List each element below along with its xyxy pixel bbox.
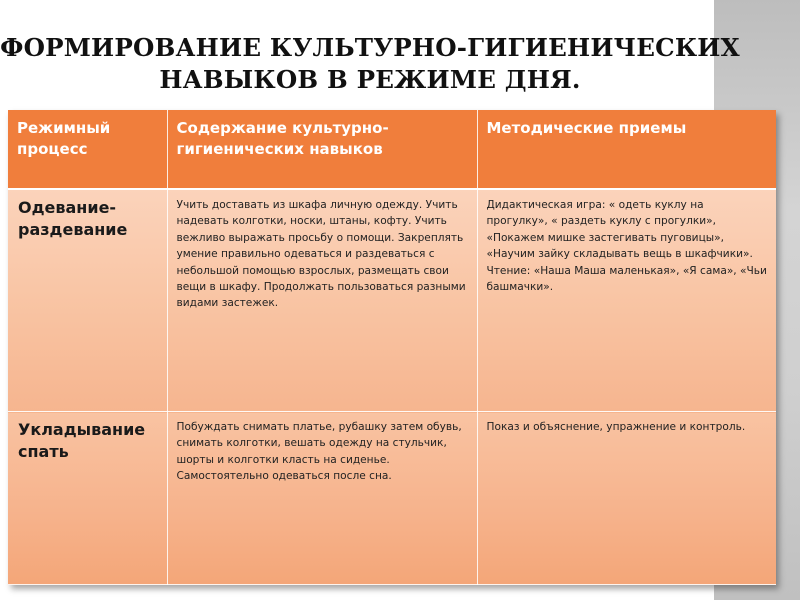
process-cell [8, 189, 167, 412]
content-cell [167, 412, 477, 585]
content-text: Побуждать снимать платье, рубашку затем обувь, снимать колготки, вешать одежду на стульчик, шорты и колготки класть на сиденье. Самостоятельно одеваться после сна. [176, 421, 462, 483]
process-name: Одевание-раздевание [18, 198, 128, 239]
process-cell [8, 412, 167, 585]
header-methods-label: Методические приемы [486, 119, 687, 137]
process-name: Укладывание спать [18, 420, 146, 461]
header-content-label: Содержание культурно-гигиенических навыков [176, 119, 389, 158]
methods-cell [477, 412, 776, 585]
slide-title-line-1: ФОРМИРОВАНИЕ КУЛЬТУРНО-ГИГИЕНИЧЕСКИХ [0, 33, 740, 63]
hygiene-skills-table [8, 110, 776, 585]
slide-title-line-2: НАВЫКОВ В РЕЖИМЕ ДНЯ. [159, 65, 581, 95]
table-row [8, 189, 776, 412]
methods-cell [477, 189, 776, 412]
header-cell-process [8, 110, 167, 189]
header-process-label: Режимный процесс [17, 119, 111, 158]
content-cell [167, 189, 477, 412]
table-header-row [8, 110, 776, 189]
methods-text: Показ и объяснение, упражнение и контроль. [486, 421, 746, 433]
methods-text: Дидактическая игра: « одеть куклу на прогулку», « раздеть куклу с прогулки», «Покажем мишке застегивать пуговицы», «Научим зайку складывать вещь в шкафчики». Чтение: «Наша Маша маленькая», «Я сама», «Чьи башмачки». [486, 199, 767, 294]
slide-title [0, 32, 740, 96]
content-text: Учить доставать из шкафа личную одежду. Учить надевать колготки, носки, штаны, кофту. Учить вежливо выражать просьбу о помощи. Закреплять умение правильно одеваться и раздеваться с небольшой помощью взрослых, размещать свои вещи в шкафу. Продолжать пользоваться разными видами застежек. [176, 199, 466, 310]
header-cell-content [167, 110, 477, 189]
table-row [8, 412, 776, 585]
header-cell-methods [477, 110, 776, 189]
